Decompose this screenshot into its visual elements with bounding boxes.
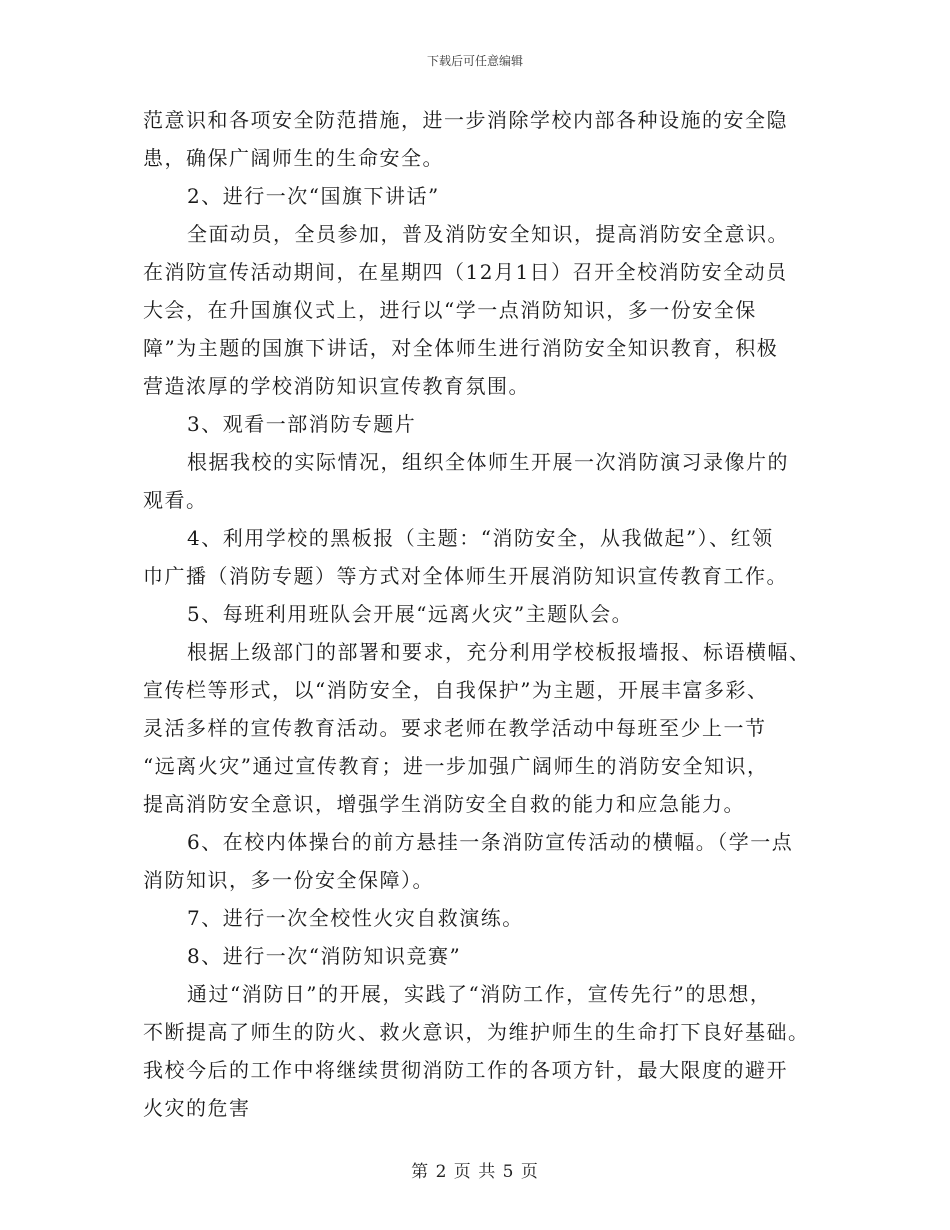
body-line: 根据我校的实际情况，组织全体师生开展一次消防演习录像片的 — [187, 450, 789, 474]
page-header-note: 下载后可任意编辑 — [426, 54, 523, 68]
section-heading-6: 6、在校内体操台的前方悬挂一条消防宣传活动的横幅。（学一点 — [187, 830, 794, 854]
body-line: 范意识和各项安全防范措施，进一步消除学校内部各种设施的安全隐 — [143, 108, 788, 132]
section-heading-8: 8、进行一次“消防知识竞赛” — [187, 944, 462, 968]
section-heading-2: 2、进行一次“国旗下讲话” — [187, 184, 440, 208]
section-heading-3: 3、观看一部消防专题片 — [187, 412, 417, 436]
body-line: 火灾的危害 — [143, 1096, 251, 1120]
body-line: 根据上级部门的部署和要求，充分利用学校板报墙报、标语横幅、 — [187, 640, 811, 664]
body-line: 不断提高了师生的防火、救火意识，为维护师生的生命打下良好基础。 — [143, 1020, 810, 1044]
section-heading-4: 4、利用学校的黑板报（主题：“消防安全，从我做起”）、红领 — [187, 526, 774, 550]
body-line: 患，确保广阔师生的生命安全。 — [143, 146, 444, 170]
body-line: 在消防宣传活动期间，在星期四（12月1日）召开全校消防安全动员 — [143, 260, 788, 284]
body-line: 宣传栏等形式，以“消防安全，自我保护”为主题，开展丰富多彩、 — [143, 678, 769, 702]
body-line: 通过“消防日”的开展，实践了“消防工作，宣传先行”的思想， — [187, 982, 772, 1006]
body-line: 营造浓厚的学校消防知识宣传教育氛围。 — [143, 374, 530, 398]
section-heading-7: 7、进行一次全校性火灾自救演练。 — [187, 906, 524, 930]
body-line: 提高消防安全意识，增强学生消防安全自救的能力和应急能力。 — [143, 792, 745, 816]
section-heading-5: 5、每班利用班队会开展“远离火灾”主题队会。 — [187, 602, 634, 626]
body-line: 大会，在升国旗仪式上，进行以“学一点消防知识，多一份安全保 — [143, 298, 757, 322]
page-number-footer: 第 2 页 共 5 页 — [411, 1162, 539, 1182]
body-line: 观看。 — [143, 488, 208, 512]
body-line: 消防知识，多一份安全保障）。 — [143, 868, 434, 892]
body-line: “远离火灾”通过宣传教育；进一步加强广阔师生的消防安全知识， — [143, 754, 769, 778]
body-line: 灵活多样的宣传教育活动。要求老师在教学活动中每班至少上一节 — [143, 716, 767, 740]
body-line: 障”为主题的国旗下讲话，对全体师生进行消防安全知识教育，积极 — [143, 336, 779, 360]
body-line: 我校今后的工作中将继续贯彻消防工作的各项方针，最大限度的避开 — [143, 1058, 788, 1082]
body-line: 全面动员，全员参加，普及消防安全知识，提高消防安全意识。 — [187, 222, 789, 246]
body-line: 巾广播（消防专题）等方式对全体师生开展消防知识宣传教育工作。 — [143, 564, 788, 588]
